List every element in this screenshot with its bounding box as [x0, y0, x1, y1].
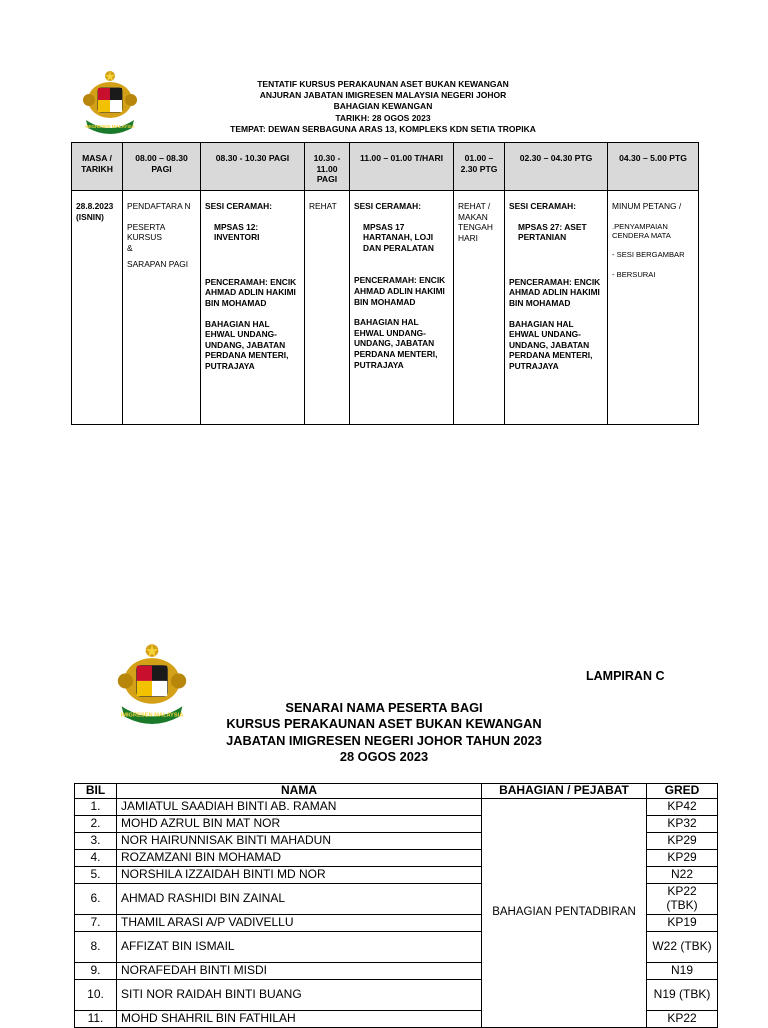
sarapan-line: SARAPAN PAGI [127, 259, 189, 270]
row-nama: NORAFEDAH BINTI MISDI [117, 962, 482, 979]
participant-list-title [180, 700, 588, 766]
col-bahagian: BAHAGIAN / PEJABAT [482, 784, 647, 799]
header-line-4: TARIKH: 28 OGOS 2023 [335, 112, 431, 123]
row-bil: 8. [75, 931, 117, 962]
row-nama: MOHD AZRUL BIN MAT NOR [117, 815, 482, 832]
cell-rehat: REHAT [305, 191, 350, 425]
title-line-3: JABATAN IMIGRESEN NEGERI JOHOR TAHUN 2023 [226, 732, 542, 748]
sesi-label: SESI CERAMAH: [509, 201, 577, 211]
header-line-3: BAHAGIAN KEWANGAN [333, 101, 433, 112]
row-gred: N19 [647, 962, 718, 979]
row-nama: AFFIZAT BIN ISMAIL [117, 931, 482, 962]
cell-makan: REHAT / MAKAN TENGAH HARI [454, 191, 505, 425]
col-1030: 10.30 - 11.00 PAGI [305, 143, 350, 191]
row-gred: KP42 [647, 798, 718, 815]
row-bil: 5. [75, 866, 117, 883]
cell-sesi-2 [350, 191, 454, 425]
imigresen-crest-logo [114, 642, 190, 730]
row-bahagian: BAHAGIAN PENTADBIRAN [482, 798, 647, 1027]
row-nama: ROZAMZANI BIN MOHAMAD [117, 849, 482, 866]
row-bil: 11. [75, 1010, 117, 1027]
row-bil: 10. [75, 979, 117, 1010]
penceramah: PENCERAMAH: ENCIK AHMAD ADLIN HAKIMI BIN MOHAMAD [354, 275, 446, 307]
row-nama: NORSHILA IZZAIDAH BINTI MD NOR [117, 866, 482, 883]
col-1100: 11.00 – 01.00 T/HARI [350, 143, 454, 191]
cell-date: 28.8.2023 (ISNIN) [72, 191, 123, 425]
header-line-2: ANJURAN JABATAN IMIGRESEN MALAYSIA NEGERI JOHOR [259, 90, 507, 101]
cell-sesi-1 [201, 191, 305, 425]
penceramah: PENCERAMAH: ENCIK AHMAD ADLIN HAKIMI BIN MOHAMAD [205, 276, 297, 308]
cell-minum [608, 191, 699, 425]
row-bil: 4. [75, 849, 117, 866]
row-nama: JAMIATUL SAADIAH BINTI AB. RAMAN [117, 798, 482, 815]
bersurai-line: - BERSURAI [612, 269, 656, 279]
schedule-table [71, 142, 699, 425]
svg-text:IMIGRESEN MALAYSIA: IMIGRESEN MALAYSIA [120, 712, 184, 719]
row-bil: 7. [75, 914, 117, 931]
row-gred: W22 (TBK) [647, 931, 718, 962]
row-gred: N22 [647, 866, 718, 883]
row-nama: THAMIL ARASI A/P VADIVELLU [117, 914, 482, 931]
sesi-topic: MPSAS 27: ASET PERTANIAN [518, 221, 587, 243]
row-nama: NOR HAIRUNNISAK BINTI MAHADUN [117, 832, 482, 849]
row-gred: KP22 (TBK) [647, 883, 718, 914]
row-bil: 9. [75, 962, 117, 979]
bahagian: BAHAGIAN HAL EHWAL UNDANG-UNDANG, JABATAN PERDANA MENTERI, PUTRAJAYA [509, 318, 593, 371]
sesi-topic: MPSAS 17 HARTANAH, LOJI DAN PERALATAN [363, 221, 434, 253]
title-line-1: SENARAI NAMA PESERTA BAGI [285, 700, 483, 715]
sesi-label: SESI CERAMAH: [205, 201, 273, 211]
row-gred: KP22 [647, 1010, 718, 1027]
row-bil: 3. [75, 832, 117, 849]
header-line-5: TEMPAT: DEWAN SERBAGUNA ARAS 13, KOMPLEKS KDN SETIA TROPIKA [230, 123, 536, 134]
row-nama: MOHD SHAHRIL BIN FATHILAH [117, 1010, 482, 1027]
amp-line: & [127, 242, 133, 253]
participant-table [74, 783, 718, 1028]
schedule-header-row [72, 143, 699, 191]
row-gred: KP32 [647, 815, 718, 832]
sesi-label: SESI CERAMAH: [354, 201, 422, 211]
peserta-line: PESERTA KURSUS [127, 221, 165, 243]
col-0830: 08.30 - 10.30 PAGI [201, 143, 305, 191]
bergambar-line: - SESI BERGAMBAR [612, 250, 685, 260]
svg-text:IMIGRESEN MALAYSIA: IMIGRESEN MALAYSIA [85, 124, 135, 129]
col-0230: 02.30 – 04.30 PTG [505, 143, 608, 191]
cendera-line: .PENYAMPAIAN CENDERA MATA [612, 221, 671, 240]
row-nama: AHMAD RASHIDI BIN ZAINAL [117, 883, 482, 914]
schedule-header [150, 79, 616, 135]
col-0800: 08.00 – 08.30 PAGI [123, 143, 201, 191]
row-bil: 2. [75, 815, 117, 832]
col-masa-tarikh: MASA / TARIKH [72, 143, 123, 191]
imigresen-crest-logo [80, 70, 140, 138]
row-bil: 1. [75, 798, 117, 815]
title-line-2: KURSUS PERAKAUNAN ASET BUKAN KEWANGAN [226, 716, 542, 732]
sesi-topic: MPSAS 12: INVENTORI [214, 221, 260, 243]
col-bil: BIL [75, 784, 117, 799]
row-gred: KP19 [647, 914, 718, 931]
title-line-4: 28 OGOS 2023 [339, 749, 429, 765]
col-nama: NAMA [117, 784, 482, 799]
header-line-1: TENTATIF KURSUS PERAKAUNAN ASET BUKAN KEWANGAN [257, 79, 509, 89]
participant-header-row [75, 784, 718, 799]
cell-pendaftaran [123, 191, 201, 425]
lampiran-label: LAMPIRAN C [586, 669, 665, 683]
minum-line: MINUM PETANG / [612, 201, 682, 211]
row-nama: SITI NOR RAIDAH BINTI BUANG [117, 979, 482, 1010]
pendaftaran-line: PENDAFTARA N [127, 201, 191, 211]
bahagian: BAHAGIAN HAL EHWAL UNDANG-UNDANG, JABATAN PERDANA MENTERI, PUTRAJAYA [354, 317, 438, 370]
row-gred: N19 (TBK) [647, 979, 718, 1010]
col-0100: 01.00 – 2.30 PTG [454, 143, 505, 191]
cell-sesi-3 [505, 191, 608, 425]
table-row [75, 798, 718, 815]
row-gred: KP29 [647, 832, 718, 849]
col-gred: GRED [647, 784, 718, 799]
penceramah: PENCERAMAH: ENCIK AHMAD ADLIN HAKIMI BIN MOHAMAD [509, 276, 601, 308]
row-gred: KP29 [647, 849, 718, 866]
row-bil: 6. [75, 883, 117, 914]
schedule-row [72, 191, 699, 425]
bahagian: BAHAGIAN HAL EHWAL UNDANG-UNDANG, JABATAN PERDANA MENTERI, PUTRAJAYA [205, 318, 289, 371]
col-0430: 04.30 – 5.00 PTG [608, 143, 699, 191]
